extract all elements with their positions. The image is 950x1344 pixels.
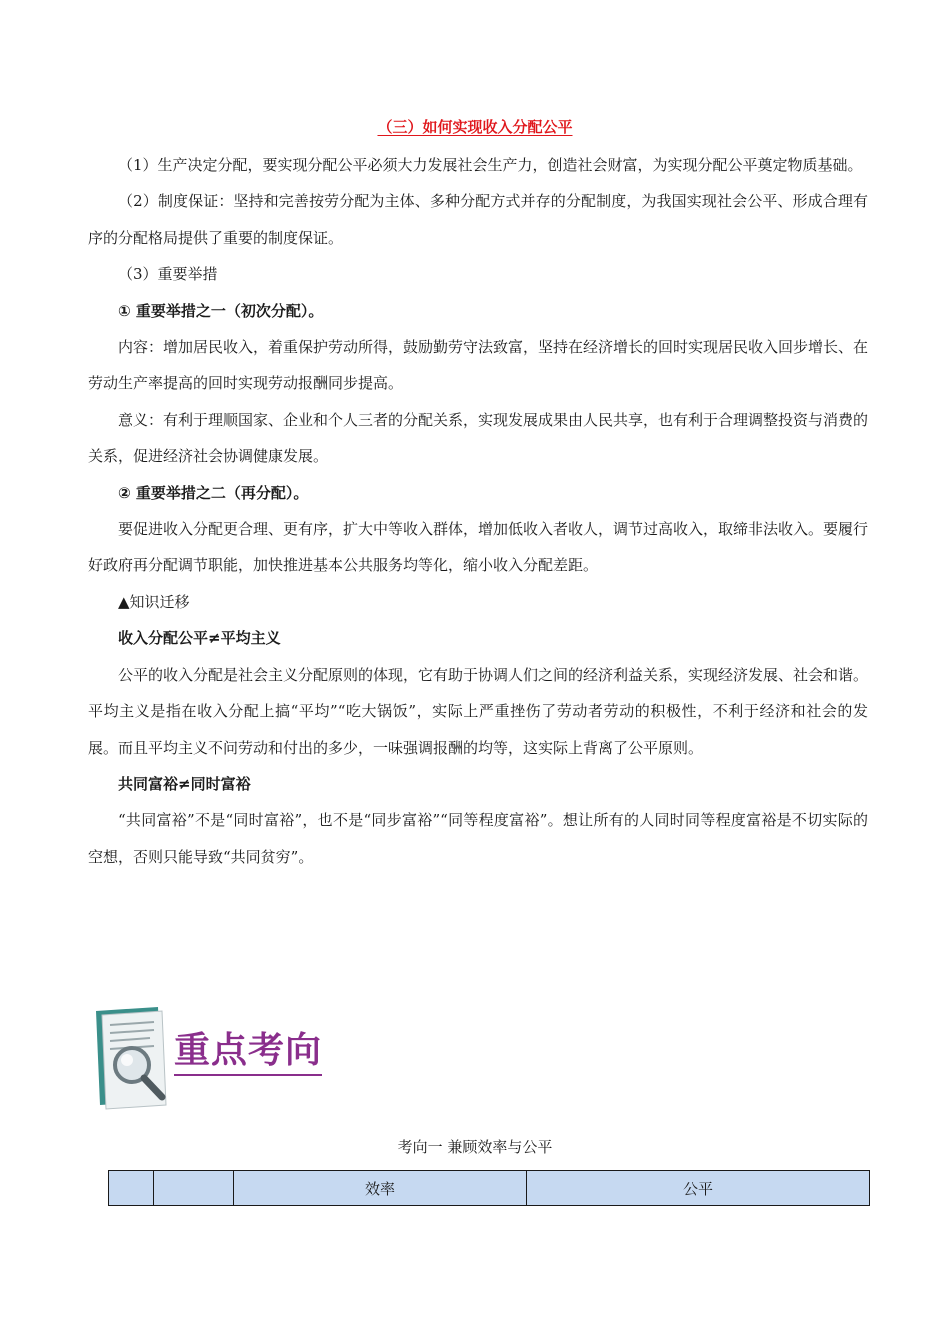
table-header-cell — [109, 1171, 154, 1206]
paragraph: （3）重要举措 — [118, 265, 218, 284]
bold-paragraph: ① 重要举措之一（初次分配）。 — [118, 301, 324, 320]
table-header-fairness: 公平 — [527, 1171, 870, 1206]
paragraph: （2）制度保证：坚持和完善按劳分配为主体、多种分配方式并存的分配制度，为我国实现社会公平、形成合理有序的分配格局提供了重要的制度保证。 — [88, 192, 868, 247]
bold-paragraph: 收入分配公平≠平均主义 — [118, 629, 281, 648]
section-title: （三）如何实现收入分配公平 — [377, 118, 573, 136]
body-text — [88, 147, 868, 875]
paragraph: “共同富裕”不是“同时富裕”，也不是“同步富裕”“同等程度富裕”。想让所有的人同时同等程度富裕是不切实际的空想，否则只能导致“共同贫穷”。 — [88, 811, 868, 866]
comparison-table — [108, 1170, 870, 1206]
table-header-row — [109, 1171, 870, 1206]
section-heading: 考向一 兼顾效率与公平 — [397, 1138, 553, 1156]
paragraph: 意义：有利于理顺国家、企业和个人三者的分配关系，实现发展成果由人民共享，也有利于合理调整投资与消费的关系，促进经济社会协调健康发展。 — [88, 410, 869, 466]
paragraph: 公平的收入分配是社会主义分配原则的体现，它有助于协调人们之间的经济利益关系，实现经济发展、社会和谐。平均主义是指在收入分配上搞“平均”“吃大锅饭”，实际上严重挫伤了劳动者劳动的积极性，不利于经济和社会的发展。而且平均主义不问劳动和付出的多少，一味强调报酬的均等，这实际上背离了公平原则。 — [88, 665, 869, 757]
bold-paragraph: ② 重要举措之二（再分配）。 — [118, 483, 309, 502]
paragraph: 内容：增加居民收入，着重保护劳动所得，鼓励勤劳守法致富，坚持在经济增长的回时实现居民收入回步增长、在劳动生产率提高的回时实现劳动报酬同步提高。 — [88, 338, 869, 393]
paragraph: （1）生产决定分配，要实现分配公平必须大力发展社会生产力，创造社会财富，为实现分配公平奠定物质基础。 — [118, 156, 863, 174]
banner-title: 重点考向 — [174, 1030, 322, 1076]
paragraph: ▲知识迁移 — [118, 592, 190, 611]
paragraph: 要促进收入分配更合理、更有序，扩大中等收入群体，增加低收入者收人，调节过高收入，取缔非法收入。要履行好政府再分配调节职能，加快推进基本公共服务均等化，缩小收入分配差距。 — [88, 520, 869, 575]
bold-paragraph: 共同富裕≠同时富裕 — [118, 774, 251, 793]
table-header-efficiency: 效率 — [234, 1171, 527, 1206]
table-header-cell — [154, 1171, 234, 1206]
